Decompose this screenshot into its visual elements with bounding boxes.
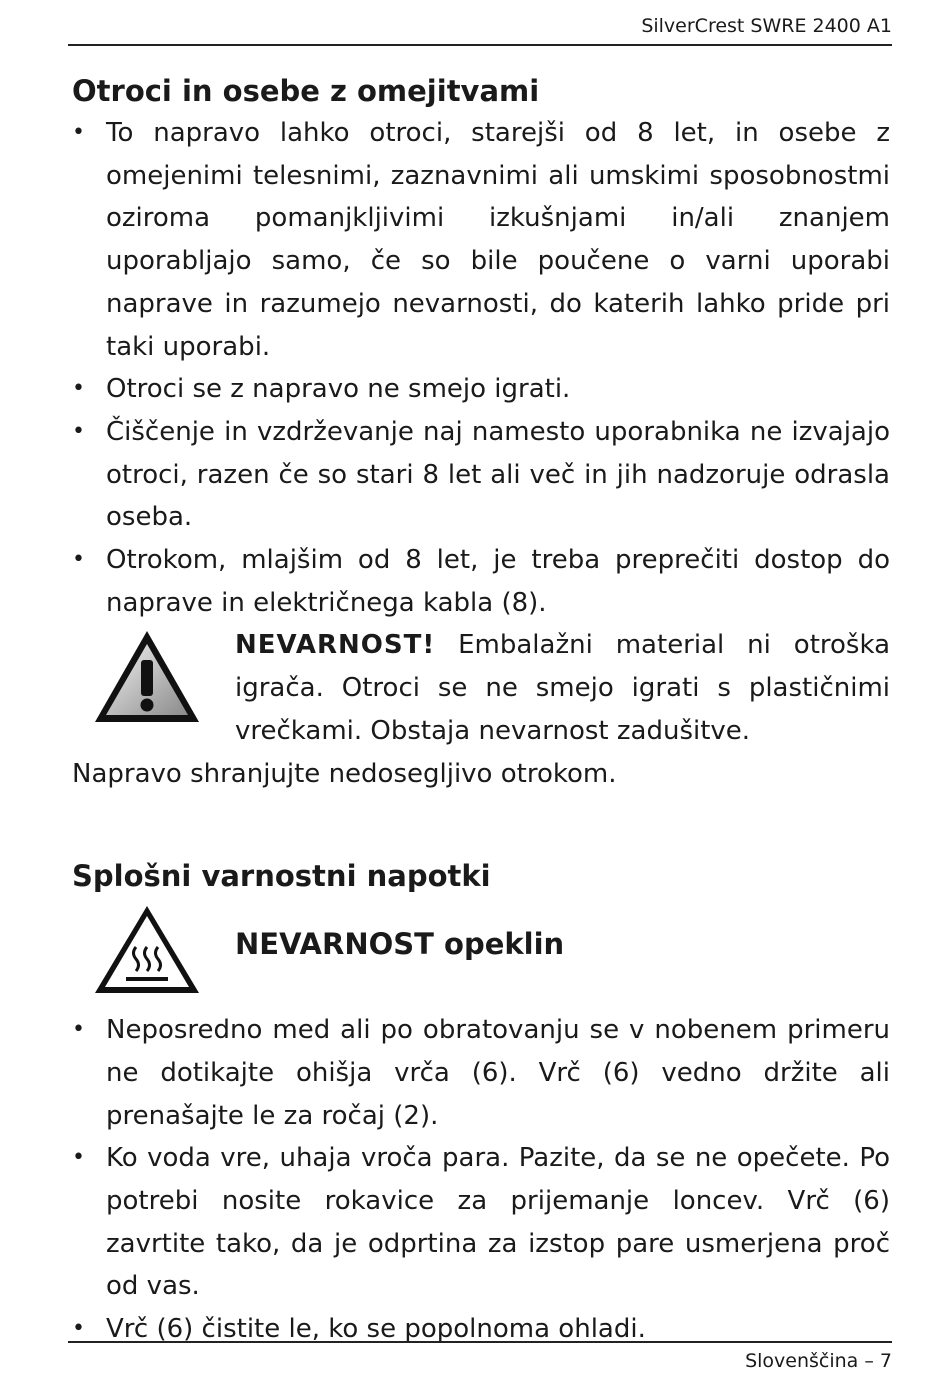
- general-bullet-list: [72, 1009, 890, 1351]
- list-item: • Vrč (6) čistite le, ko se popolnoma ohladi.: [72, 1308, 890, 1351]
- bullet-icon: •: [72, 1017, 85, 1043]
- warning-text: Embalažni material ni otroška igrača. Otroci se ne smejo igrati s plastičnimi vrečkami. Obstaja nevarnost zadušitve.: [235, 630, 890, 746]
- children-bullet-list: [72, 112, 890, 624]
- burn-hazard: [72, 897, 890, 1009]
- bullet-icon: •: [72, 1145, 85, 1171]
- list-item: • Neposredno med ali po obratovanju se v nobenem primeru ne dotikajte ohišja vrča (6). Vrč (6) vedno držite ali prenašajte le za ročaj (2).: [72, 1009, 890, 1137]
- bullet-icon: •: [72, 376, 85, 402]
- section-heading-children: Otroci in osebe z omejitvami: [72, 74, 540, 108]
- list-item: • To napravo lahko otroci, starejši od 8 let, in osebe z omejenimi telesnimi, zaznavnimi ali umskimi sposobnostmi oziroma pomanjkljivimi izkušnjami in/ali znanjem uporabljajo samo, če so bile poučene o varni uporabi naprave in razumejo nevarnosti, do katerih lahko pride pri taki uporabi.: [72, 112, 890, 368]
- bullet-icon: •: [72, 547, 85, 573]
- suffocation-warning: [72, 624, 890, 752]
- list-item: • Čiščenje in vzdrževanje naj namesto uporabnika ne izvajajo otroci, razen če so stari 8 let ali več in jih nadzoruje odrasla oseba.: [72, 411, 890, 539]
- running-header: SilverCrest SWRE 2400 A1: [641, 15, 892, 37]
- list-item: • Otrokom, mlajšim od 8 let, je treba preprečiti dostop do naprave in električnega kabla (8).: [72, 539, 890, 624]
- bullet-icon: •: [72, 120, 85, 145]
- page-footer: Slovenščina – 7: [745, 1350, 892, 1372]
- warning-triangle-icon: [92, 628, 202, 730]
- list-item: • Otroci se z napravo ne smejo igrati.: [72, 368, 890, 411]
- page-content: [72, 70, 890, 1351]
- bullet-icon: •: [72, 1316, 85, 1342]
- header-rule: [68, 44, 892, 46]
- warning-lead: NEVARNOST!: [235, 630, 436, 661]
- burn-hazard-title: NEVARNOST opeklin: [235, 927, 565, 962]
- list-item: • Ko voda vre, uhaja vroča para. Pazite, da se ne opečete. Po potrebi nosite rokavice za prijemanje loncev. Vrč (6) zavrtite tako, da je odprtina za izstop pare usmerjena proč od vas.: [72, 1137, 890, 1308]
- bullet-icon: •: [72, 418, 85, 444]
- hot-surface-icon: [92, 903, 202, 1001]
- footer-rule: [68, 1341, 892, 1343]
- section-heading-general: Splošni varnostni napotki: [72, 859, 491, 894]
- storage-note: Napravo shranjujte nedosegljivo otrokom.: [72, 758, 617, 789]
- general-safety-section: [72, 855, 890, 1351]
